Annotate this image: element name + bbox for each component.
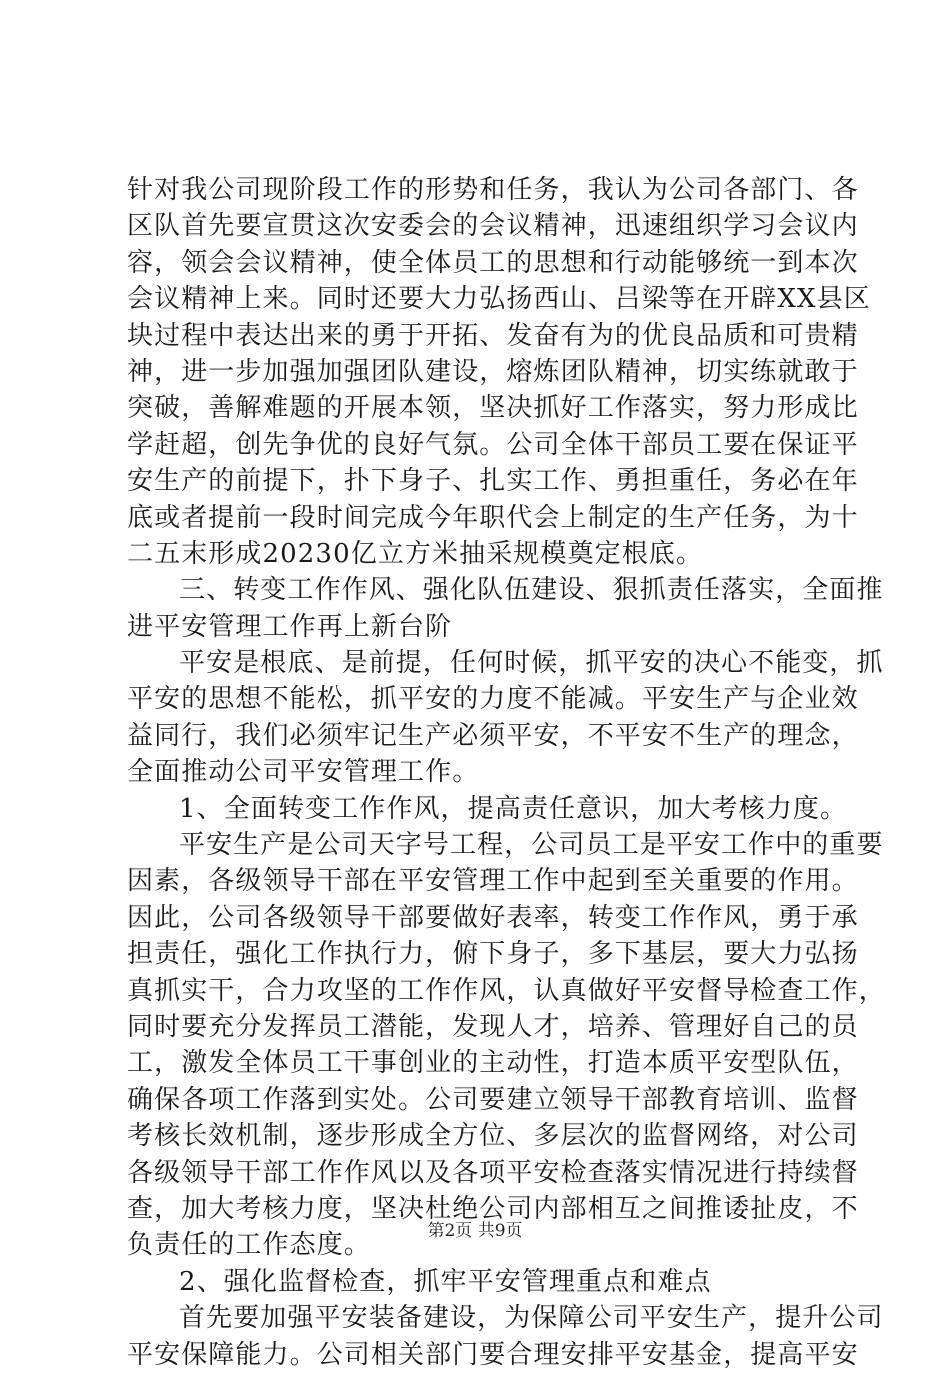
text-line: 因此，公司各级领导干部要做好表率，转变工作作风，勇于承 xyxy=(127,902,859,933)
page-footer: 第2页 共9页 xyxy=(427,1221,523,1241)
text-line: 平安的思想不能松，抓平安的力度不能减。平安生产与企业效 xyxy=(127,684,859,715)
text-line: 工，激发全体员工干事创业的主动性，打造本质平安型队伍， xyxy=(127,1048,859,1079)
text-line: 查，加大考核力度，坚决杜绝公司内部相互之间推诿扯皮，不 xyxy=(127,1193,859,1224)
text-line: 负责任的工作态度。 xyxy=(127,1230,371,1261)
text-line: 担责任，强化工作执行力，俯下身子，多下基层，要大力弘扬 xyxy=(127,939,859,970)
text-line: 平安保障能力。公司相关部门要合理安排平安基金，提高平安 xyxy=(127,1339,859,1370)
text-line: 突破，善解难题的开展本领，坚决抓好工作落实，努力形成比 xyxy=(127,393,859,424)
text-line: 学赶超，创先争优的良好气氛。公司全体干部员工要在保证平 xyxy=(127,429,859,460)
text-line: 确保各项工作落到实处。公司要建立领导干部教育培训、监督 xyxy=(127,1084,859,1115)
text-line: 考核长效机制，逐步形成全方位、多层次的监督网络，对公司 xyxy=(127,1121,859,1152)
text-line: 1、全面转变工作作风，提高责任意识，加大考核力度。 xyxy=(179,793,848,824)
text-line: 因素，各级领导干部在平安管理工作中起到至关重要的作用。 xyxy=(127,866,859,897)
text-line: 块过程中表达出来的勇于开拓、发奋有为的优良品质和可贵精 xyxy=(127,320,859,351)
text-line: 平安是根底、是前提，任何时候，抓平安的决心不能变，抓 xyxy=(179,648,884,679)
text-line: 三、转变工作作风、强化队伍建设、狠抓责任落实，全面推 xyxy=(179,575,884,606)
text-line: 区队首先要宣贯这次安委会的会议精神，迅速组织学习会议内 xyxy=(127,211,859,242)
text-line: 会议精神上来。同时还要大力弘扬西山、吕梁等在开辟XX县区 xyxy=(127,284,871,315)
text-line: 二五末形成20230亿立方米抽采规模奠定根底。 xyxy=(127,538,704,569)
text-line: 针对我公司现阶段工作的形势和任务，我认为公司各部门、各 xyxy=(127,175,859,205)
text-line: 安生产的前提下，扑下身子、扎实工作、勇担重任，务必在年 xyxy=(127,466,859,497)
text-line: 底或者提前一段时间完成今年职代会上制定的生产任务，为十 xyxy=(127,502,859,533)
text-line: 进平安管理工作再上新台阶 xyxy=(127,611,453,642)
text-line: 益同行，我们必须牢记生产必须平安，不平安不生产的理念， xyxy=(127,720,859,751)
text-line: 各级领导干部工作作风以及各项平安检查落实情况进行持续督 xyxy=(127,1157,859,1188)
document-body xyxy=(127,172,886,1373)
text-line: 神，进一步加强加强团队建设，熔炼团队精神，切实练就敢于 xyxy=(127,356,859,387)
text-line: 2、强化监督检查，抓牢平安管理重点和难点 xyxy=(179,1266,712,1297)
text-line: 容，领会会议精神，使全体员工的思想和行动能够统一到本次 xyxy=(127,247,859,278)
text-line: 首先要加强平安装备建设，为保障公司平安生产，提升公司 xyxy=(179,1303,884,1334)
text-line: 平安生产是公司天字号工程，公司员工是平安工作中的重要 xyxy=(179,830,884,861)
text-line: 同时要充分发挥员工潜能，发现人才，培养、管理好自己的员 xyxy=(127,1011,859,1042)
text-line: 真抓实干，合力攻坚的工作作风，认真做好平安督导检查工作， xyxy=(127,975,886,1006)
text-line: 全面推动公司平安管理工作。 xyxy=(127,757,480,788)
